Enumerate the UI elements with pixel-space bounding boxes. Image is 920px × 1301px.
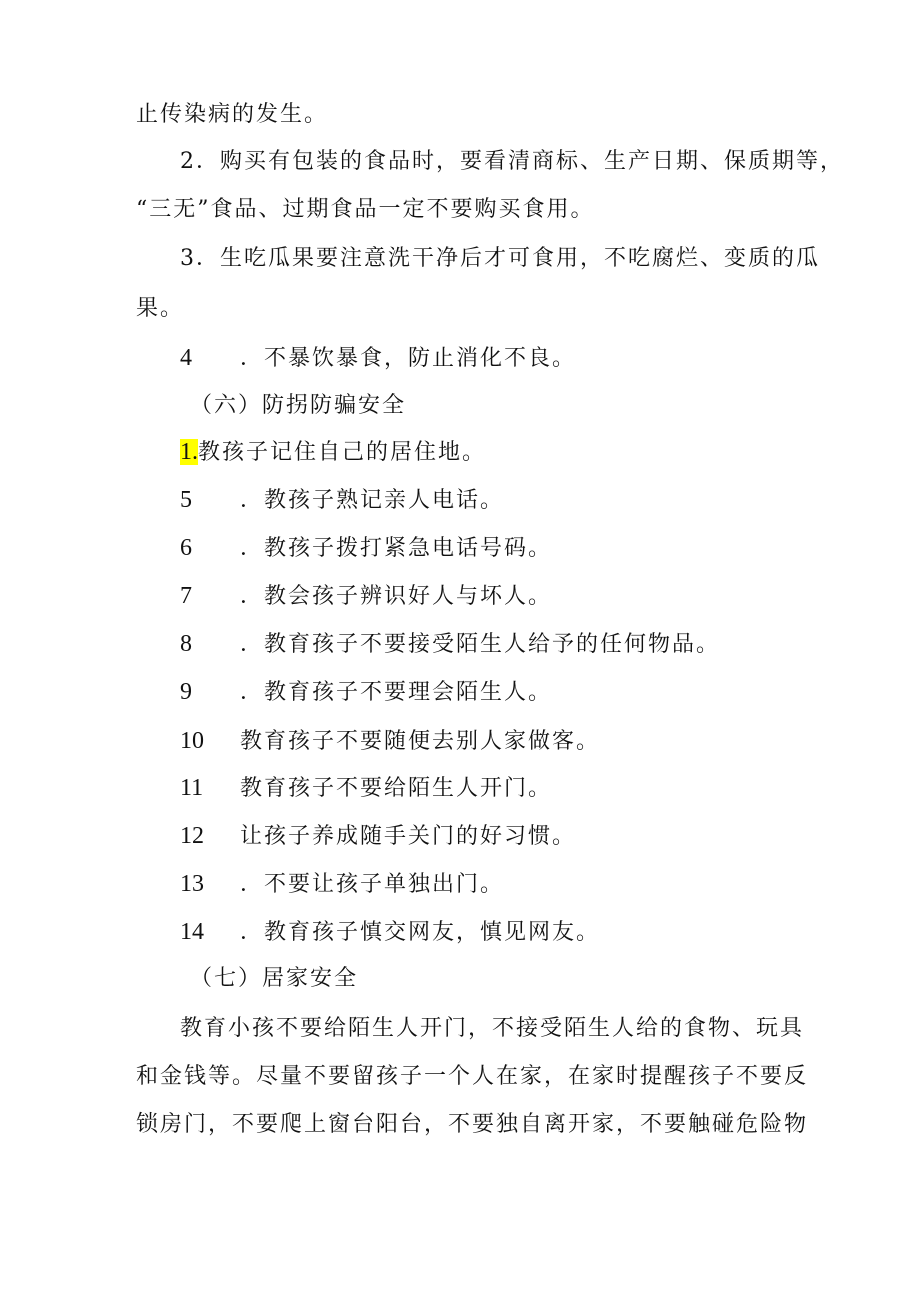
item-number: 9: [180, 679, 192, 705]
list-item-8: [180, 629, 720, 660]
section-heading-6: [190, 391, 406, 421]
line-text: ．不要让孩子单独出门。: [240, 872, 505, 897]
line-text: ．不暴饮暴食，防止消化不良。: [240, 346, 577, 371]
section-title: （六）防拐防骗安全: [190, 393, 407, 418]
line-text: ．教育孩子不要接受陌生人给予的任何物品。: [240, 632, 721, 657]
item-number: 8: [180, 631, 192, 657]
list-item-6: [180, 533, 552, 564]
line-text: 锁房门，不要爬上窗台阳台，不要独自离开家，不要触碰危险物: [136, 1112, 809, 1137]
paragraph-continuation: [136, 100, 328, 130]
item-number: 14: [180, 919, 204, 945]
line-text: 让孩子养成随手关门的好习惯。: [240, 824, 577, 849]
line-text: 教育小孩不要给陌生人开门，不接受陌生人给的食物、玩具: [180, 1016, 805, 1041]
line-text: ．教孩子熟记亲人电话。: [240, 488, 505, 513]
list-item-2-continuation: [136, 195, 595, 225]
line-text: ．教会孩子辨识好人与坏人。: [240, 584, 553, 609]
item-number: 13: [180, 871, 204, 897]
paragraph-line-3: [136, 1110, 808, 1140]
list-item-3: [180, 244, 820, 274]
line-text: ．教孩子拨打紧急电话号码。: [240, 536, 553, 561]
list-item-13: [180, 869, 504, 900]
line-text: ．教育孩子不要理会陌生人。: [240, 680, 553, 705]
list-item-5: [180, 485, 504, 516]
list-item-1: [180, 437, 486, 468]
list-item-10: [180, 726, 600, 757]
list-item-7: [180, 581, 552, 612]
line-text: ．教育孩子慎交网友，慎见网友。: [240, 920, 601, 945]
list-item-11: [180, 773, 552, 804]
paragraph-line-2: [136, 1062, 808, 1092]
list-item-2: [180, 147, 844, 177]
item-number-highlighted: 1.: [180, 439, 198, 465]
item-number: 6: [180, 535, 192, 561]
item-number: 4: [180, 345, 192, 371]
list-item-9: [180, 677, 552, 708]
paragraph-line-1: [180, 1014, 804, 1044]
item-number: 7: [180, 583, 192, 609]
list-item-12: [180, 821, 576, 852]
line-text: 教育孩子不要随便去别人家做客。: [240, 729, 601, 754]
line-text: 和金钱等。尽量不要留孩子一个人在家，在家时提醒孩子不要反: [136, 1064, 809, 1089]
line-text: 3．生吃瓜果要注意洗干净后才可食用，不吃腐烂、变质的瓜: [180, 246, 820, 271]
line-text: 2．购买有包装的食品时，要看清商标、生产日期、保质期等，: [180, 149, 844, 174]
line-text: 止传染病的发生。: [136, 102, 329, 127]
line-text: 果。: [136, 296, 185, 321]
line-text: 教孩子记住自己的居住地。: [198, 440, 487, 465]
list-item-3-continuation: [136, 294, 184, 324]
section-title: （七）居家安全: [190, 966, 359, 991]
section-heading-7: [190, 964, 358, 994]
list-item-14: [180, 917, 600, 948]
line-text: 教育孩子不要给陌生人开门。: [240, 776, 553, 801]
item-number: 10: [180, 728, 204, 754]
item-number: 11: [180, 775, 204, 801]
item-number: 5: [180, 487, 192, 513]
line-text: “三无”食品、过期食品一定不要购买食用。: [136, 197, 595, 222]
item-number: 12: [180, 823, 204, 849]
list-item-4: [180, 343, 576, 374]
